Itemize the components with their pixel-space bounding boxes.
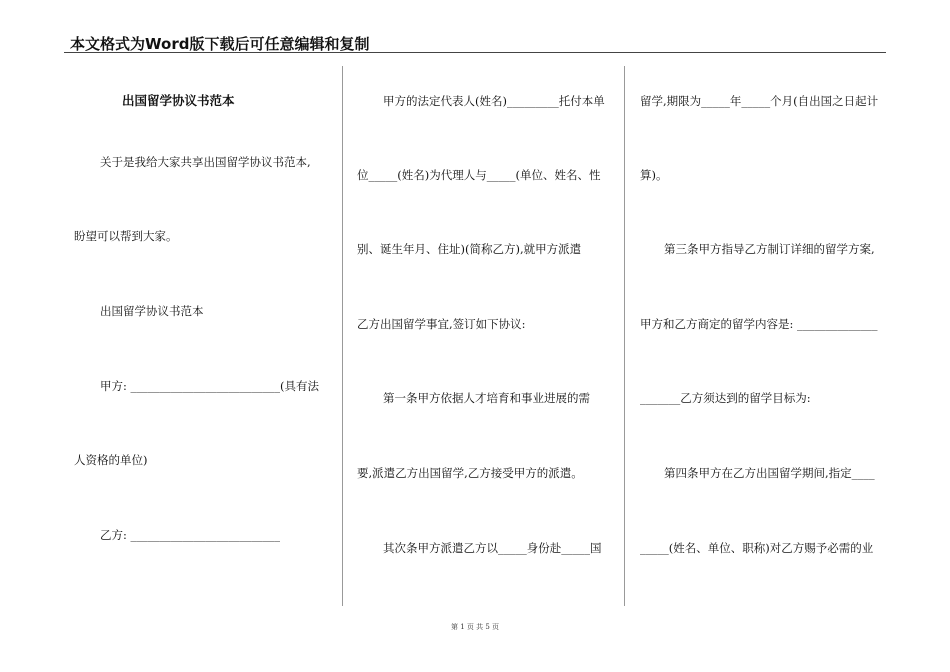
paragraph-line: 别、诞生年月、住址)(简称乙方),就甲方派遣 — [357, 242, 582, 256]
clause-line: 第一条甲方依据人才培育和事业进展的需 — [383, 391, 590, 405]
paragraph-line: _____(姓名、单位、职称)对乙方赐予必需的业 — [640, 541, 874, 555]
paragraph-line: 盼望可以帮到大家。 — [74, 229, 178, 243]
text-column-2 — [357, 52, 613, 612]
paragraph-line: 位_____(姓名)为代理人与_____(单位、姓名、性 — [357, 168, 601, 182]
document-header-title: 本文格式为Word版下载后可任意编辑和复制 — [70, 35, 370, 53]
page-number-footer: 第 1 页 共 5 页 — [450, 623, 500, 631]
paragraph-line: 留学,期限为_____年_____个月(自出国之日起计 — [640, 94, 879, 108]
paragraph-line: 乙方出国留学事宜,签订如下协议: — [357, 317, 526, 331]
paragraph-line: 关于是我给大家共享出国留学协议书范本, — [100, 155, 311, 169]
clause-line: 第三条甲方指导乙方制订详细的留学方案, — [664, 242, 875, 256]
text-column-3 — [638, 52, 888, 612]
paragraph-line: 人资格的单位) — [74, 453, 148, 467]
paragraph-line: 要,派遣乙方出国留学,乙方接受甲方的派遣。 — [357, 466, 583, 480]
paragraph-line: 甲方和乙方商定的留学内容是: ______________ — [640, 317, 878, 331]
paragraph-line: _______乙方须达到的留学目标为: — [640, 391, 811, 405]
paragraph-line: 算)。 — [640, 168, 668, 182]
section-heading: 出国留学协议书范本 — [100, 304, 204, 318]
document-title: 出国留学协议书范本 — [122, 93, 235, 108]
column-divider-2 — [624, 66, 625, 606]
paragraph-line: 甲方的法定代表人(姓名)_________托付本单 — [383, 94, 605, 108]
clause-line: 第四条甲方在乙方出国留学期间,指定____ — [664, 466, 875, 480]
text-column-1 — [72, 52, 334, 612]
clause-line: 其次条甲方派遣乙方以_____身份赴_____国 — [383, 541, 602, 555]
party-a-line: 甲方: __________________________(具有法 — [100, 379, 320, 393]
party-b-line: 乙方: __________________________ — [100, 528, 281, 542]
column-divider-1 — [342, 66, 343, 606]
